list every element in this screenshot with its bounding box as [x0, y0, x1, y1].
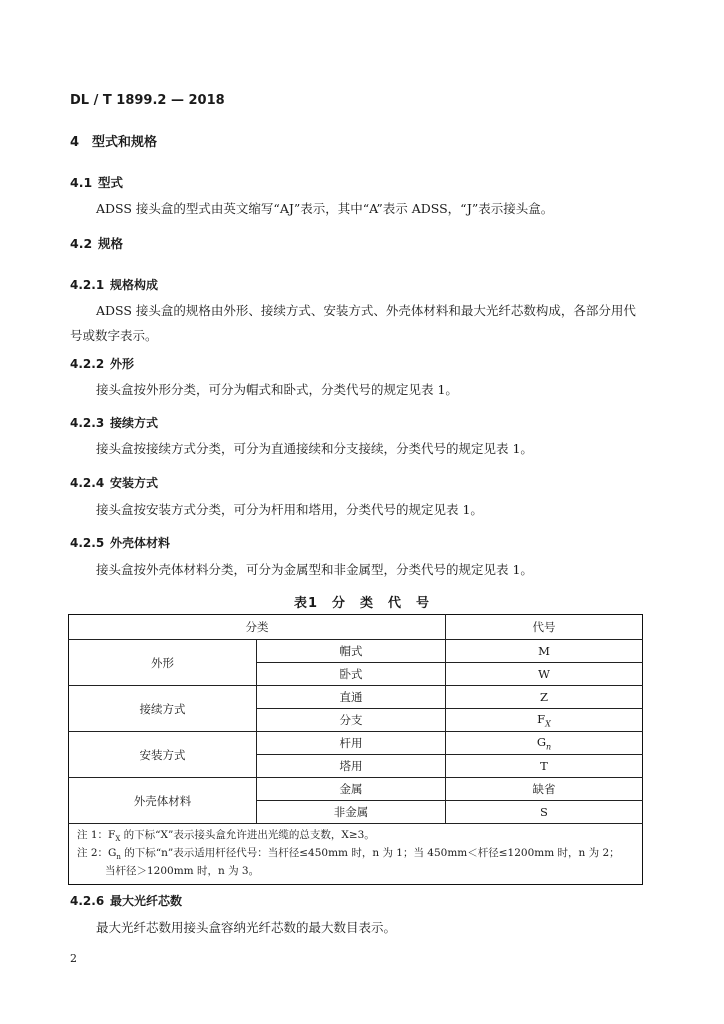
note-1-text: 的下标“X”表示接头盒允许进出光缆的总支数，X≥3。 [120, 829, 375, 841]
item-name: 直通 [257, 686, 446, 709]
group-name: 外形 [69, 640, 257, 686]
note-1-subscript: X [115, 835, 121, 844]
section-number: 4.2 [70, 236, 93, 251]
classification-code-table [68, 614, 643, 885]
section-number: 4.1 [70, 175, 93, 190]
section-4-2-4-text: 接头盒按安装方式分类，可分为杆用和塔用，分类代号的规定见表 1。 [96, 502, 483, 517]
group-name: 安装方式 [69, 732, 257, 778]
section-number: 4 [70, 135, 80, 150]
item-code-subscript: X [545, 719, 551, 729]
section-title: 型式和规格 [92, 135, 158, 150]
group-name: 外壳体材料 [69, 778, 257, 824]
header-code: 代号 [446, 615, 643, 640]
header-category: 分类 [69, 615, 446, 640]
section-number: 4.2.3 [70, 416, 105, 430]
item-code: T [446, 755, 643, 778]
section-4-2-6-heading [70, 892, 182, 909]
note-2-prefix: 注 2：G [77, 847, 117, 860]
section-4-2-3-heading [70, 414, 158, 431]
note-2-subscript: n [116, 853, 121, 862]
group-name: 接续方式 [69, 686, 257, 732]
item-code: W [446, 663, 643, 686]
item-name: 非金属 [257, 801, 446, 824]
section-4-2-2-text: 接头盒按外形分类，可分为帽式和卧式，分类代号的规定见表 1。 [96, 382, 458, 397]
section-4-1-heading [70, 173, 123, 191]
section-4-2-heading [70, 234, 123, 252]
table-notes [69, 824, 643, 885]
section-4-1-text: ADSS 接头盒的型式由英文缩写“AJ”表示，其中“A”表示 ADSS，“J”表示接头盒。 [96, 201, 554, 216]
section-title: 型式 [98, 175, 124, 190]
table-note-1 [77, 828, 634, 846]
item-code-subscript: n [546, 742, 552, 752]
item-code: S [446, 801, 643, 824]
item-name: 分支 [257, 709, 446, 732]
section-4-2-5-text: 接头盒按外壳体材料分类，可分为金属型和非金属型，分类代号的规定见表 1。 [96, 562, 533, 577]
item-code-cell [446, 709, 643, 732]
section-4-2-6-text: 最大光纤芯数用接头盒容纳光纤芯数的最大数目表示。 [96, 920, 397, 935]
section-4-2-4-heading [70, 474, 158, 491]
section-title: 最大光纤芯数 [110, 894, 183, 908]
section-title: 外形 [110, 357, 135, 371]
section-title: 安装方式 [110, 476, 159, 490]
section-4-heading [70, 131, 157, 150]
section-number: 4.2.1 [70, 278, 105, 292]
item-name: 卧式 [257, 663, 446, 686]
item-code: G [536, 734, 547, 749]
section-4-2-3-text: 接头盒按接续方式分类，可分为直通接续和分支接续，分类代号的规定见表 1。 [96, 441, 533, 456]
item-code: Z [446, 686, 643, 709]
page-number: 2 [70, 952, 77, 965]
section-title: 规格构成 [110, 278, 159, 292]
section-4-2-1-text: ADSS 接头盒的规格由外形、接续方式、安装方式、外壳体材料和最大光纤芯数构成，各部分用代号或数字表示。 [70, 303, 636, 343]
item-code: F [537, 711, 546, 726]
table-note-2-continued: 当杆径＞1200mm 时，n 为 3。 [105, 865, 260, 878]
section-4-2-1-heading [70, 276, 158, 293]
section-title: 规格 [98, 236, 124, 251]
note-1-prefix: 注 1：F [77, 829, 116, 841]
item-code: M [446, 640, 643, 663]
item-code: 缺省 [446, 778, 643, 801]
section-4-2-2-heading [70, 355, 134, 372]
table-note-2 [77, 846, 634, 864]
section-number: 4.2.6 [70, 894, 105, 908]
section-number: 4.2.4 [70, 476, 105, 490]
standard-number: DL / T 1899.2 — 2018 [70, 93, 225, 108]
section-4-2-5-heading [70, 534, 170, 551]
item-name: 金属 [257, 778, 446, 801]
section-number: 4.2.2 [70, 357, 105, 371]
item-name: 帽式 [257, 640, 446, 663]
section-number: 4.2.5 [70, 536, 105, 550]
note-2-text: 的下标“n”表示适用杆径代号：当杆径≤450mm 时，n 为 1；当 450mm＜杆径≤1200mm 时，n 为 2； [120, 847, 620, 860]
table-caption: 表1 分 类 代 号 [293, 596, 431, 611]
section-title: 接续方式 [110, 416, 159, 430]
item-code-cell [446, 732, 643, 755]
item-name: 杆用 [257, 732, 446, 755]
item-name: 塔用 [257, 755, 446, 778]
section-title: 外壳体材料 [110, 536, 171, 550]
